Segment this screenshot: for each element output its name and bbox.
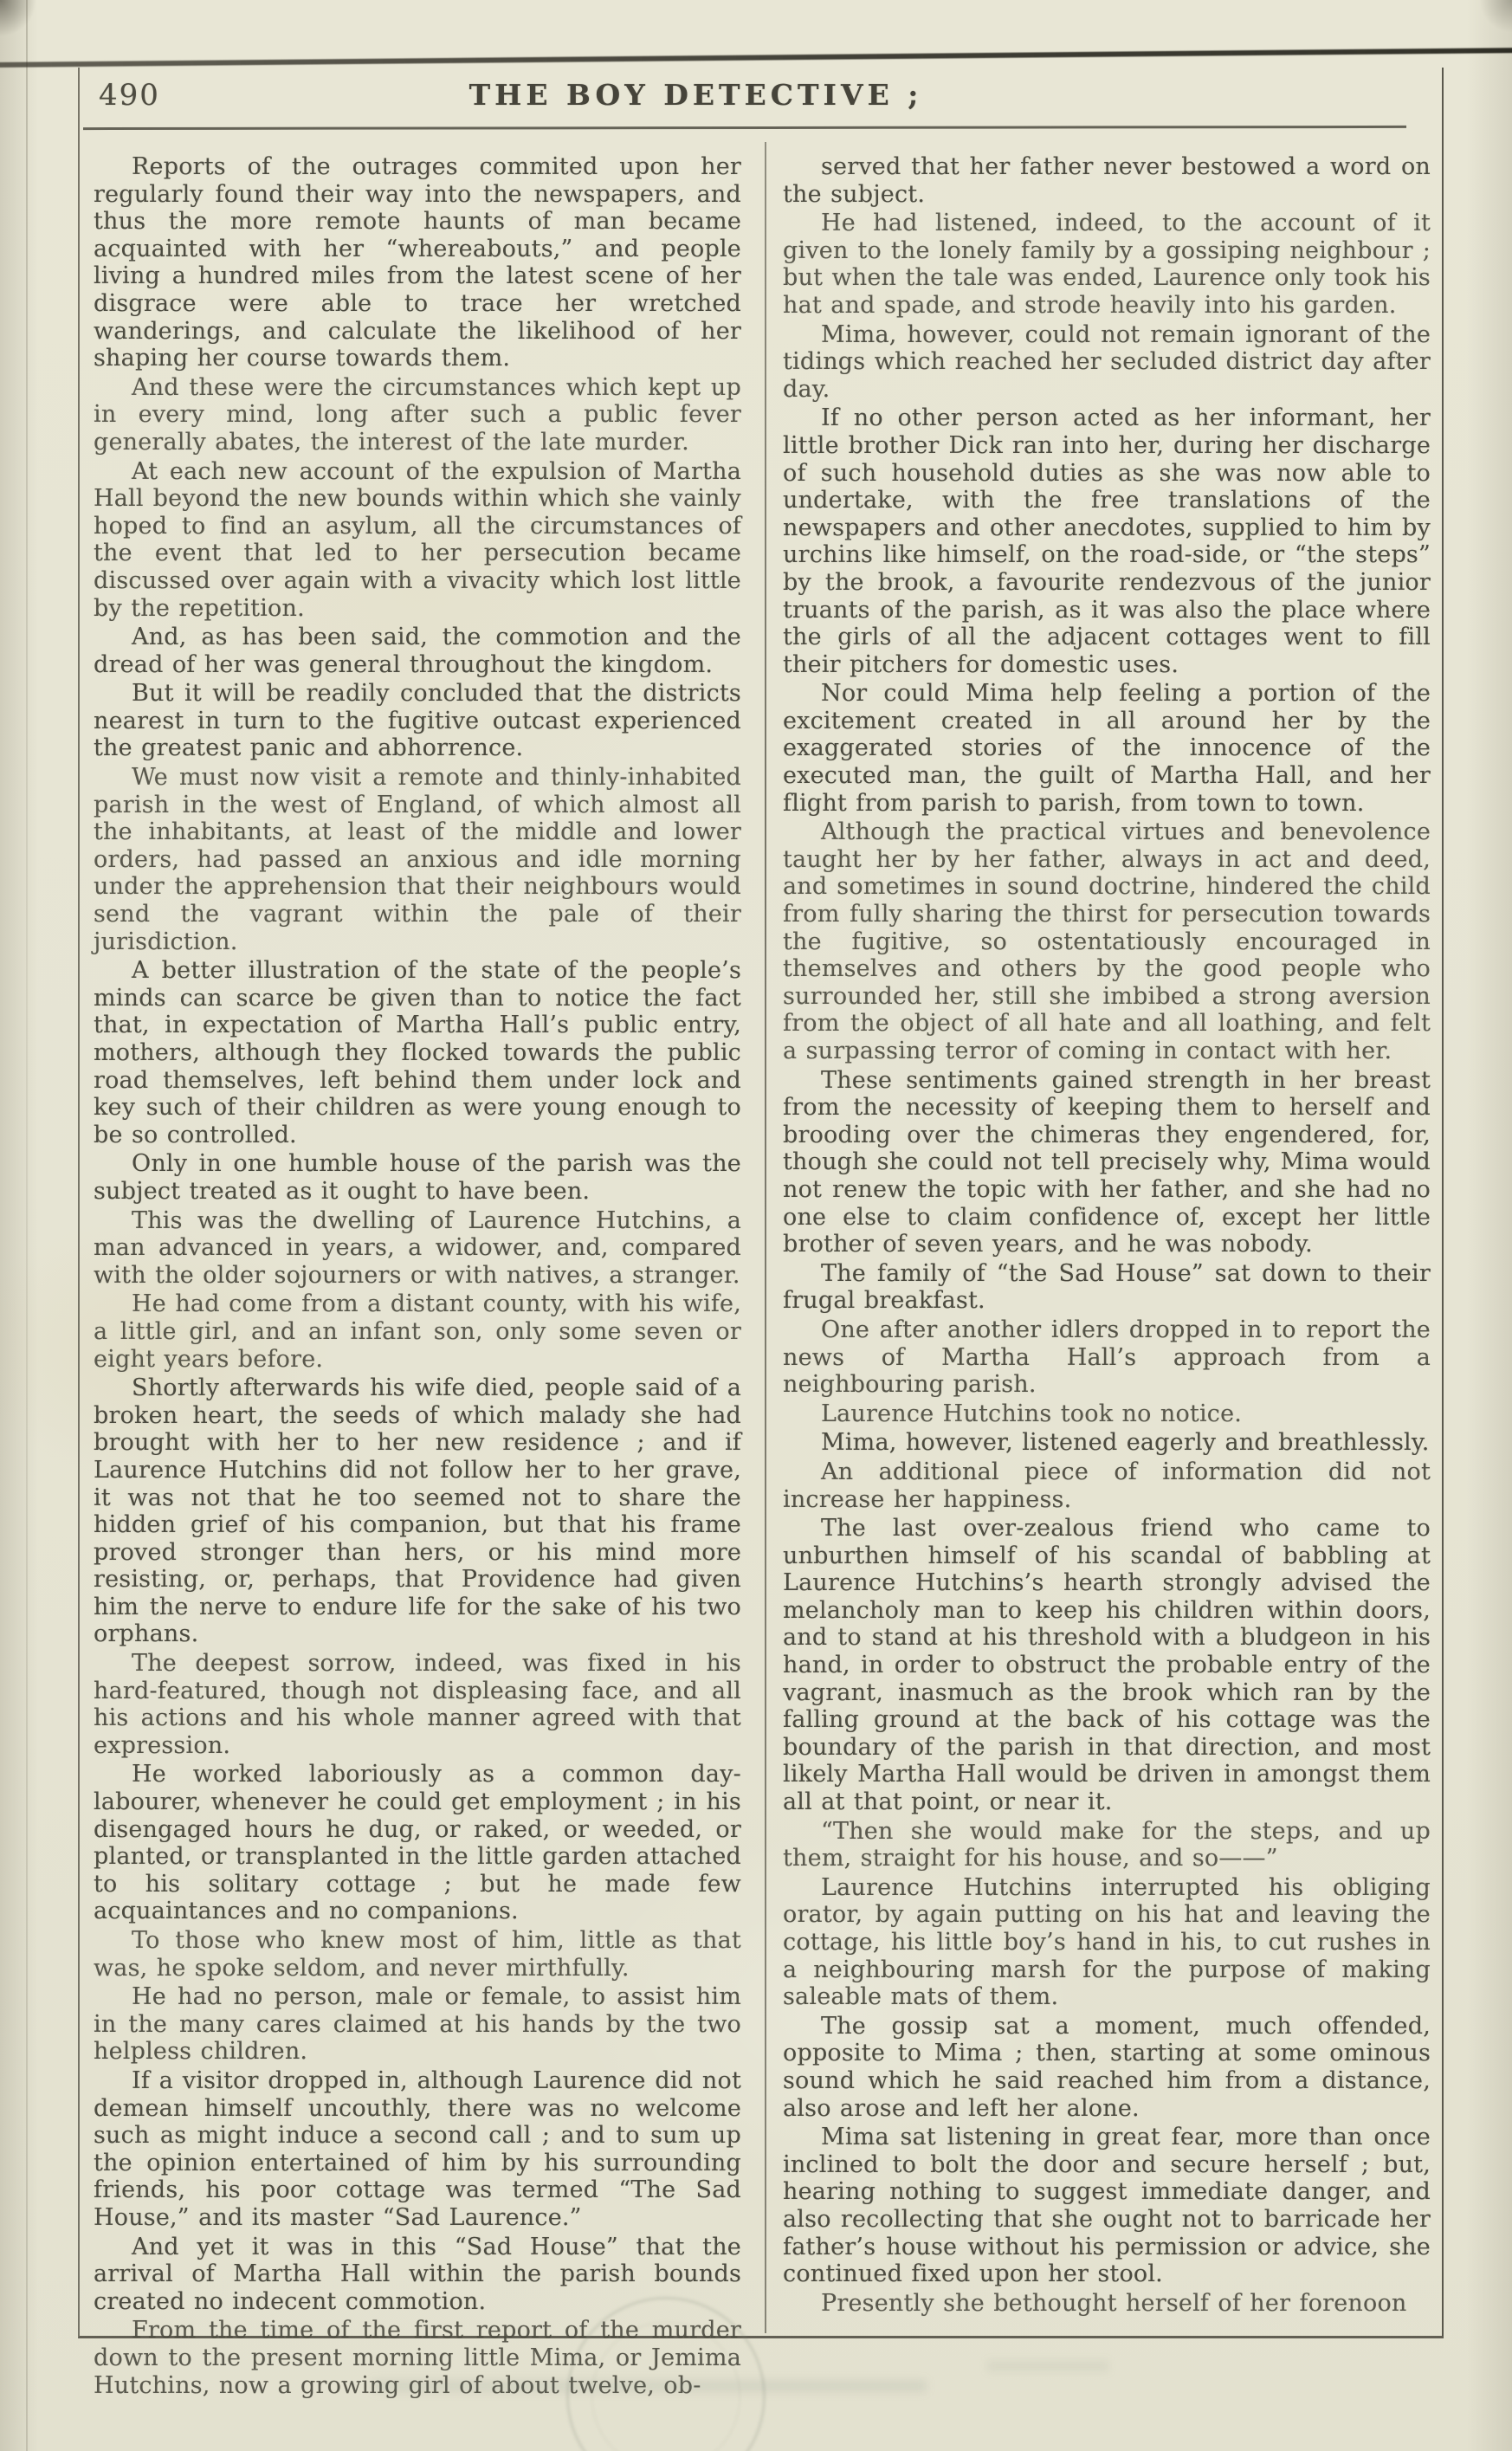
paragraph: Laurence Hutchins interrupted his obliging orator, by again putting on his hat and leaving the cottage, his little boy’s hand in his, to cut rushes in a neighbouring marsh for the purpose of making saleable mats of them. xyxy=(783,1873,1431,2011)
paragraph: From the time of the first report of the murder down to the present morning little Mima, or Jemima Hutchins, now a growing girl of about twelve, ob- xyxy=(94,2317,741,2399)
column-divider xyxy=(765,142,766,2333)
paragraph: served that her father never bestowed a word on the subject. xyxy=(783,153,1431,208)
paragraph: Nor could Mima help feeling a portion of the excitement created in all around her by the exaggerated stories of the innocence of the executed man, the guilt of Martha Hall, and her flight from parish to parish, from town to town. xyxy=(783,680,1431,817)
header-rule xyxy=(83,126,1406,130)
paragraph: If no other person acted as her informant, her little brother Dick ran into her, during her discharge of such household duties as she was now able to undertake, with the free translations of the newspapers and other anecdotes, supplied to him by urchins like himself, on the road-side, or “the steps” by the brook, a favourite rendezvous of the junior truants of the parish, as it was also the place where the girls of all the adjacent cottages went to fill their pitchers for domestic uses. xyxy=(783,404,1431,678)
paragraph: Mima sat listening in great fear, more than once inclined to bolt the door and secure herself ; but, hearing nothing to suggest immediate danger, and also recollecting that she ought not to barricade her father’s house without his permission or advice, she continued fixed upon her stool. xyxy=(783,2124,1431,2288)
paragraph: A better illustration of the state of the people’s minds can scarce be given than to notice the fact that, in expectation of Martha Hall’s public entry, mothers, although they flocked towards the public road themselves, left behind them under lock and key such of their children as were young enough to be so controlled. xyxy=(94,957,741,1148)
paragraph: He had no person, male or female, to assist him in the many cares claimed at his hands by the two helpless children. xyxy=(94,1983,741,2066)
page-number: 490 xyxy=(99,78,160,113)
paper-crease xyxy=(26,0,28,2451)
paragraph: He had come from a distant county, with his wife, a little girl, and an infant son, only some seven or eight years before. xyxy=(94,1290,741,1373)
paragraph: And these were the circumstances which kept up in every mind, long after such a public fever generally abates, the interest of the late murder. xyxy=(94,373,741,456)
paragraph: The family of “the Sad House” sat down to their frugal breakfast. xyxy=(783,1259,1431,1315)
paragraph: Mima, however, could not remain ignorant of the tidings which reached her secluded district day after day. xyxy=(783,320,1431,403)
paragraph: “Then she would make for the steps, and up them, straight for his house, and so——” xyxy=(783,1817,1431,1872)
paragraph: He had listened, indeed, to the account of it given to the lonely family by a gossiping neighbour ; but when the tale was ended, Laurence only took his hat and spade, and strode heavily into his garden. xyxy=(783,210,1431,319)
page-top-edge-rule xyxy=(0,48,1512,68)
paragraph: An additional piece of information did not increase her happiness. xyxy=(783,1458,1431,1513)
paragraph: Laurence Hutchins took no notice. xyxy=(821,1400,1243,1427)
page-frame xyxy=(78,68,1444,2399)
paragraph: To those who knew most of him, little as that was, he spoke seldom, and never mirthfully. xyxy=(94,1927,741,1982)
ink-bleed-through xyxy=(987,2361,1108,2371)
paragraph: The gossip sat a moment, much offended, opposite to Mima ; then, starting at some ominous sound which he said reached him from a distance, also arose and left her alone. xyxy=(783,2012,1431,2122)
paragraph: If a visitor dropped in, although Laurence did not demean himself uncouthly, there was no welcome such as might induce a second call ; and to sum up the opinion entertained of him by his surrounding friends, his poor cottage was termed “The Sad House,” and its master “Sad Laurence.” xyxy=(94,2066,741,2231)
paragraph: Reports of the outrages commited upon her regularly found their way into the newspapers, and thus the more remote haunts of man became acquainted with her “whereabouts,” and people living a hundred miles from the latest scene of her disgrace were able to trace her wretched wanderings, and calculate the likelihood of her shaping her course towards them. xyxy=(94,153,741,372)
paragraph: These sentiments gained strength in her breast from the necessity of keeping them to herself and brooding over the chimeras they engendered, for, though she could not tell precisely why, Mima would not renew the topic with her father, and she had no one else to claim confidence of, except her little brother of seven years, and he was nobody. xyxy=(783,1066,1431,1258)
paragraph: The last over-zealous friend who came to unburthen himself of his scandal of babbling at Laurence Hutchins’s hearth strongly advised the melancholy man to keep his children within doors, and to stand at his threshold with a bludgeon in his hand, in order to obstruct the probable entry of the vagrant, inasmuch as the brook which ran by the falling ground at the back of his cottage was the boundary of the parish in that direction, and most likely Martha Hall would be driven in amongst them all at that point, or near it. xyxy=(783,1515,1431,1816)
paragraph: And yet it was in this “Sad House” that the arrival of Martha Hall within the parish bounds created no indecent commotion. xyxy=(94,2233,741,2315)
paragraph: Although the practical virtues and benevolence taught her by her father, always in act and deed, and sometimes in sound doctrine, hindered the child from fully sharing the thirst for persecution towards the fugitive, so ostentatiously encouraged in themselves and others by the good people who surrounded her, still she imbibed a strong aversion from the object of all hate and all loathing, and felt a surpassing terror of coming in contact with her. xyxy=(783,818,1431,1064)
column-right xyxy=(783,153,1431,2318)
paragraph: But it will be readily concluded that the districts nearest in turn to the fugitive outcast experienced the greatest panic and abhorrence. xyxy=(94,680,741,762)
paragraph: Mima, however, listened eagerly and breathlessly. xyxy=(821,1429,1430,1457)
paragraph: Only in one humble house of the parish was the subject treated as it ought to have been. xyxy=(94,1150,741,1205)
paragraph: Presently she bethought herself of her forenoon xyxy=(821,2289,1407,2317)
paragraph: We must now visit a remote and thinly-inhabited parish in the west of England, of which almost all the inhabitants, at least of the middle and lower orders, had passed an anxious and idle morning under the apprehension that their neighbours would send the vagrant within the pale of their jurisdiction. xyxy=(94,764,741,955)
paragraph: At each new account of the expulsion of Martha Hall beyond the new bounds within which she vainly hoped to find an asylum, all the circumstances of the event that led to her persecution became discussed over again with a vivacity which lost little by the repetition. xyxy=(94,457,741,622)
running-title: THE BOY DETECTIVE ; xyxy=(468,78,923,112)
paragraph: The deepest sorrow, indeed, was fixed in his hard-featured, though not displeasing face, and all his actions and his whole manner agreed with that expression. xyxy=(94,1650,741,1759)
column-left xyxy=(94,153,741,2401)
paragraph: And, as has been said, the commotion and the dread of her was general throughout the kingdom. xyxy=(94,624,741,678)
paragraph: One after another idlers dropped in to report the news of Martha Hall’s approach from a neighbouring parish. xyxy=(783,1316,1431,1399)
paragraph: He worked laboriously as a common day-labourer, whenever he could get employment ; in his disengaged hours he dug, or raked, or weeded, or planted, or transplanted in the little garden attached to his solitary cottage ; but he made few acquaintances and no companions. xyxy=(94,1761,741,1925)
paragraph: Shortly afterwards his wife died, people said of a broken heart, the seeds of which malady she had brought with her to her new residence ; and if Laurence Hutchins did not follow her to her grave, it was not that he too seemed not to share the hidden grief of his companion, but that his frame proved stronger than hers, or his mind more resisting, or, perhaps, that Providence had given him the nerve to endure life for the sake of his two orphans. xyxy=(94,1374,741,1648)
ink-bleed-through xyxy=(372,2380,927,2392)
paragraph: This was the dwelling of Laurence Hutchins, a man advanced in years, a widower, and, compared with the older sojourners or with natives, a stranger. xyxy=(94,1206,741,1289)
